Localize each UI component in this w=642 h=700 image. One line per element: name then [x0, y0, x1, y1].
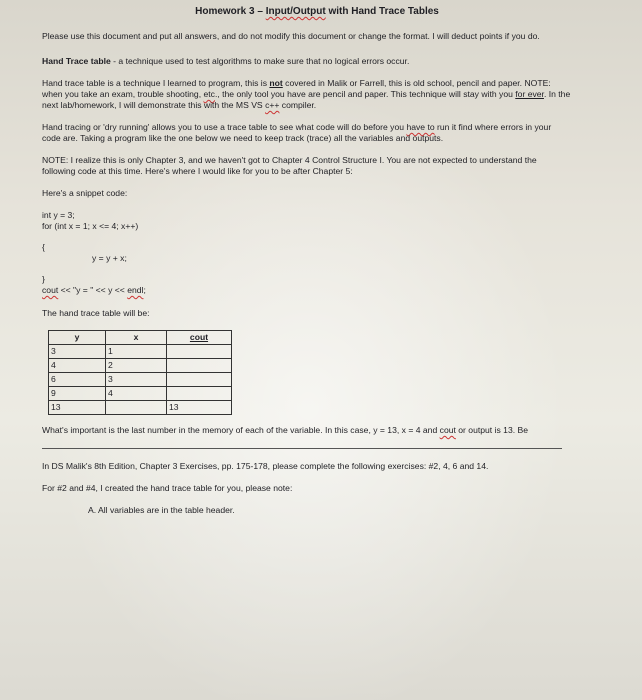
title-prefix: Homework 3 –: [195, 6, 266, 17]
title-underlined: Input/Output: [265, 6, 326, 17]
table-label: The hand trace table will be:: [42, 308, 150, 318]
table-row: 13 13: [49, 401, 232, 415]
definition-paragraph: [42, 56, 572, 67]
page-title: [42, 6, 572, 17]
table-row: 3 1: [49, 345, 232, 359]
header-y: y: [49, 331, 106, 345]
table-row: 4 2: [49, 359, 232, 373]
table-row: 9 4: [49, 387, 232, 401]
hand-trace-table: [48, 330, 232, 415]
hand-trace-paragraph: Hand trace table is a technique I learned to program, this is not covered in Malik or Farrell, this is old school, pencil and paper. NOTE: when you take an exam, trouble shooting, etc., the only tool you have are pencil and paper. This technique will stay with you for ever. In the next lab/homework, I will demonstrate this with the MS VS c++ compiler.: [42, 78, 571, 110]
dry-running-paragraph: Hand tracing or 'dry running' allows you to use a trace table to see what code will do before you have to run it find where errors in your code are. Taking a program like the one below we need to keep track (trace) all the variables and outputs.: [42, 122, 552, 143]
important-paragraph: What's important is the last number in the memory of each of the variable. In this case, y = 13, x = 4 and cout or output is 13. Be: [42, 425, 529, 435]
hand-trace-note: For #2 and #4, I created the hand trace table for you, please note:: [42, 483, 293, 493]
code-line: {: [42, 242, 45, 252]
definition-term: Hand Trace table: [42, 56, 111, 66]
note-paragraph: NOTE: I realize this is only Chapter 3, and we haven't got to Chapter 4 Control Structure I. You are not expected to understand the following code at this time. Here's where I would like for you to be after Chapter 5:: [42, 155, 537, 176]
list-item: A. All variables are in the table header.: [88, 505, 235, 515]
title-suffix: with Hand Trace Tables: [325, 6, 439, 17]
code-line: }: [42, 274, 45, 284]
code-line: cout << "y = " << y << endl;: [42, 285, 146, 295]
code-line: int y = 3;: [42, 210, 75, 220]
code-line: for (int x = 1; x <= 4; x++): [42, 221, 139, 231]
divider: [42, 448, 562, 449]
header-x: x: [106, 331, 167, 345]
code-line: y = y + x;: [92, 253, 127, 263]
header-cout: cout: [167, 331, 232, 345]
emphasis-not: not: [269, 78, 283, 88]
snippet-label: Here's a snippet code:: [42, 188, 128, 198]
code-snippet: [42, 210, 572, 296]
table-row: 6 3: [49, 373, 232, 387]
intro-paragraph: Please use this document and put all answers, and do not modify this document or change the format. I will deduct points if you do.: [42, 31, 540, 41]
exercises-paragraph: In DS Malik's 8th Edition, Chapter 3 Exercises, pp. 175-178, please complete the following exercises: #2, 4, 6 and 14.: [42, 461, 489, 471]
definition-text: - a technique used to test algorithms to make sure that no logical errors occur.: [110, 56, 410, 66]
